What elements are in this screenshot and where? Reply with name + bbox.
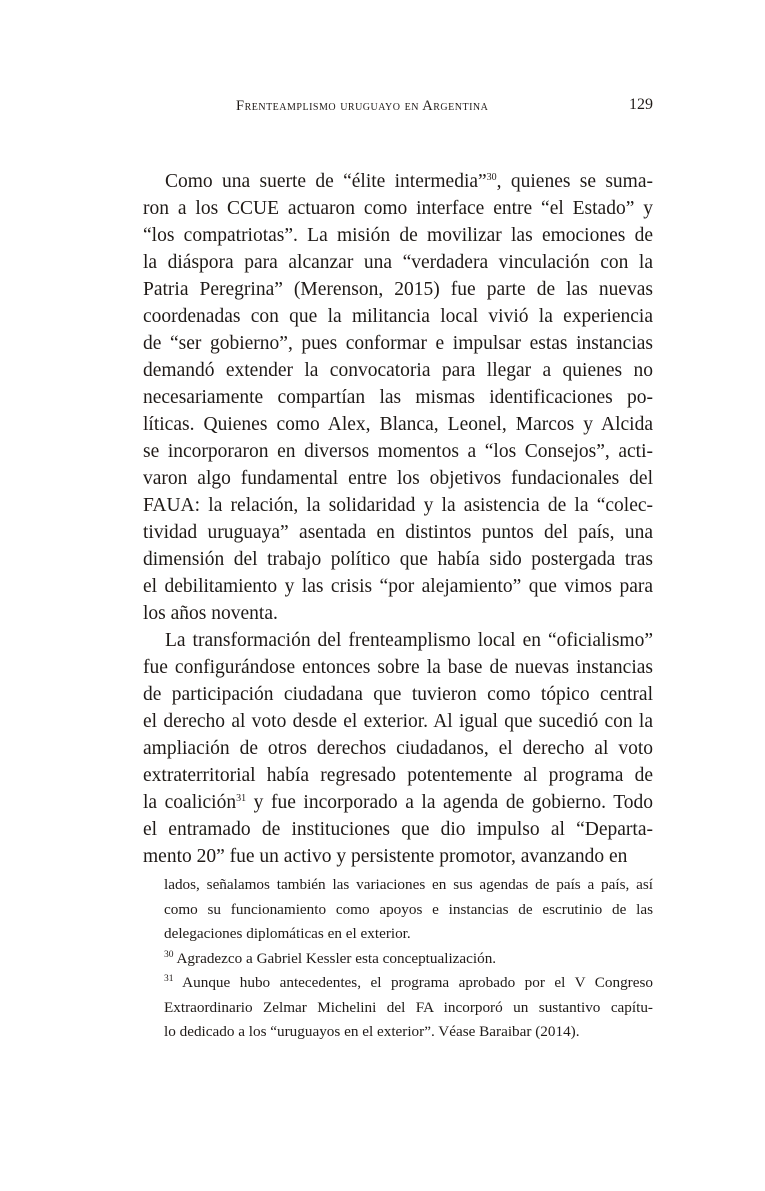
text-line xyxy=(143,789,653,816)
text-line xyxy=(143,492,653,519)
text-segment: coordenadas con que la militancia local vivió la experiencia xyxy=(143,306,653,327)
page-number: 129 xyxy=(629,96,653,113)
footnote-text: Aunque hubo antecedentes, el programa aprobado por el V Congreso xyxy=(182,974,653,991)
footnote-number: 31 xyxy=(164,974,174,984)
text-line xyxy=(143,330,653,357)
text-segment: ampliación de otros derechos ciudadanos, el derecho al voto xyxy=(143,738,653,759)
footnote-continuation-line: delegaciones diplomáticas en el exterior. xyxy=(164,925,411,942)
text-segment: Como una suerte de “élite intermedia” xyxy=(165,171,487,192)
text-line xyxy=(143,762,653,789)
text-segment: el entramado de instituciones que dio impulso al “Departa- xyxy=(143,819,653,840)
footnote-continuation-line: lados, señalamos también las variaciones en sus agendas de país a país, así xyxy=(164,876,653,893)
text-line xyxy=(143,816,653,843)
text-segment: ron a los CCUE actuaron como interface entre “el Estado” y xyxy=(143,198,653,219)
footnote-text: lo dedicado a los “uruguayos en el exterior”. Véase Baraibar (2014). xyxy=(164,1023,580,1040)
text-segment: la diáspora para alcanzar una “verdadera vinculación con la xyxy=(143,252,653,273)
text-segment: “los compatriotas”. La misión de movilizar las emociones de xyxy=(143,225,653,246)
running-head-title: Frenteamplismo uruguayo en Argentina xyxy=(236,98,489,114)
text-line xyxy=(143,519,653,546)
text-line xyxy=(143,735,653,762)
text-line xyxy=(143,411,653,438)
text-segment: varon algo fundamental entre los objetivos fundacionales del xyxy=(143,468,653,489)
paragraph xyxy=(143,168,653,627)
text-line xyxy=(143,465,653,492)
footnote-number: 30 xyxy=(164,949,174,960)
text-segment: y fue incorporado a la agenda de gobierno. Todo xyxy=(246,792,653,813)
text-segment: se incorporaron en diversos momentos a “los Consejos”, acti- xyxy=(143,441,653,462)
text-line xyxy=(143,681,653,708)
footnote-reference[interactable]: 31 xyxy=(236,793,247,804)
text-line xyxy=(143,573,653,600)
text-line xyxy=(143,276,653,303)
text-line xyxy=(143,546,653,573)
footnote-line xyxy=(164,996,653,1021)
footnote-line xyxy=(164,1020,653,1045)
text-segment: los años noventa. xyxy=(143,603,278,624)
text-line xyxy=(143,168,653,195)
text-line xyxy=(143,654,653,681)
text-segment: fue configurándose entonces sobre la base de nuevas instancias xyxy=(143,657,653,678)
text-segment: , quienes se suma- xyxy=(496,171,653,192)
text-line xyxy=(143,708,653,735)
text-segment: demandó extender la convocatoria para llegar a quienes no xyxy=(143,360,653,381)
text-segment: la coalición xyxy=(143,792,237,813)
text-segment: extraterritorial había regresado potentemente al programa de xyxy=(143,765,653,786)
text-segment: líticas. Quienes como Alex, Blanca, Leonel, Marcos y Alcida xyxy=(143,414,653,435)
text-line xyxy=(143,357,653,384)
body-text xyxy=(143,168,653,870)
text-line xyxy=(143,600,653,627)
text-segment: mento 20” fue un activo y persistente promotor, avanzando en xyxy=(143,846,628,867)
footnote-reference[interactable]: 30 xyxy=(486,172,497,183)
footnote-text: Agradezco a Gabriel Kessler esta conceptualización. xyxy=(176,949,497,967)
paragraph xyxy=(143,627,653,870)
text-segment: Patria Peregrina” (Merenson, 2015) fue parte de las nuevas xyxy=(143,279,653,300)
text-line xyxy=(143,627,653,654)
text-line xyxy=(143,384,653,411)
footnotes xyxy=(164,873,653,1045)
text-segment: tividad uruguaya” asentada en distintos puntos del país, una xyxy=(143,522,653,543)
footnote-line xyxy=(164,947,653,972)
text-segment: el derecho al voto desde el exterior. Al igual que sucedió con la xyxy=(143,711,653,732)
text-segment: de participación ciudadana que tuvieron como tópico central xyxy=(143,684,653,705)
text-segment: dimensión del trabajo político que había sido postergada tras xyxy=(143,549,653,570)
text-segment: de “ser gobierno”, pues conformar e impulsar estas instancias xyxy=(143,333,653,354)
text-line xyxy=(143,438,653,465)
footnote-continuation-line: como su funcionamiento como apoyos e instancias de escrutinio de las xyxy=(164,900,653,918)
text-segment: La transformación del frenteamplismo local en “oficialismo” xyxy=(165,630,653,651)
text-segment: el debilitamiento y las crisis “por alejamiento” que vimos para xyxy=(143,576,653,597)
text-line xyxy=(143,249,653,276)
text-segment: FAUA: la relación, la solidaridad y la asistencia de la “colec- xyxy=(143,495,653,516)
text-segment: necesariamente compartían las mismas identificaciones po- xyxy=(143,387,653,408)
footnote-text: Extraordinario Zelmar Michelini del FA incorporó un sustantivo capítu- xyxy=(164,998,653,1016)
text-line xyxy=(143,222,653,249)
footnote-line xyxy=(164,971,653,996)
text-line xyxy=(143,303,653,330)
text-line xyxy=(143,195,653,222)
text-line xyxy=(143,843,653,870)
